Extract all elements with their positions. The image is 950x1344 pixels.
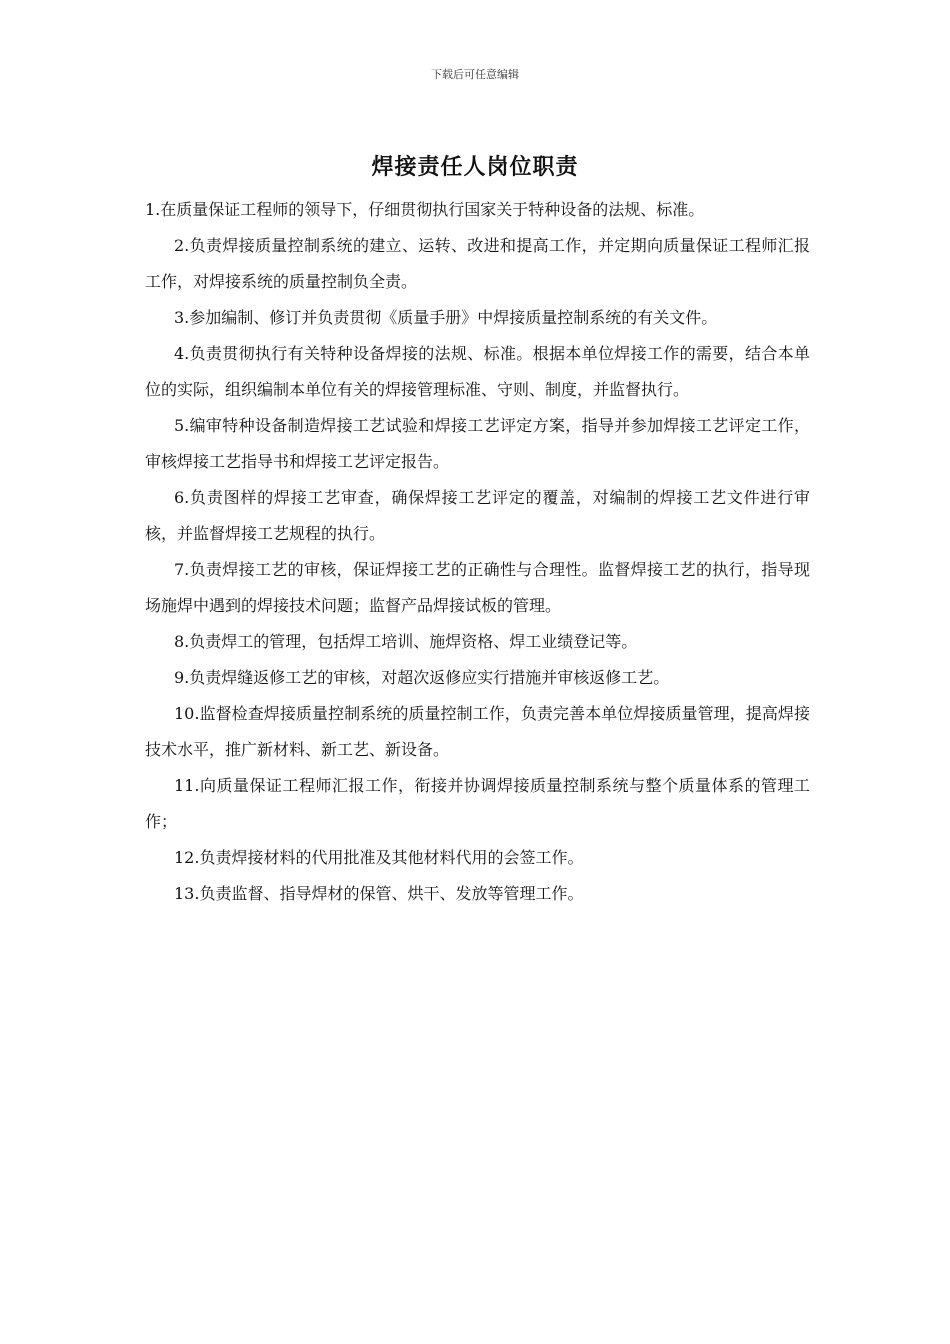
- duty-item-4: 4.负责贯彻执行有关特种设备焊接的法规、标准。根据本单位焊接工作的需要，结合本单位的实际，组织编制本单位有关的焊接管理标准、守则、制度，并监督执行。: [145, 344, 810, 399]
- duty-item-12: 12.负责焊接材料的代用批准及其他材料代用的会签工作。: [174, 848, 584, 867]
- document-title: 焊接责任人岗位职责: [371, 154, 579, 180]
- duty-item-8: 8.负责焊工的管理，包括焊工培训、施焊资格、焊工业绩登记等。: [174, 632, 638, 651]
- duty-item-5: 5.编审特种设备制造焊接工艺试验和焊接工艺评定方案，指导并参加焊接工艺评定工作，审核焊接工艺指导书和焊接工艺评定报告。: [145, 416, 810, 471]
- duty-item-1: 1.在质量保证工程师的领导下，仔细贯彻执行国家关于特种设备的法规、标准。: [145, 200, 705, 219]
- duty-item-2: 2.负责焊接质量控制系统的建立、运转、改进和提高工作，并定期向质量保证工程师汇报工作，对焊接系统的质量控制负全责。: [145, 236, 810, 291]
- duty-item-13: 13.负责监督、指导焊材的保管、烘干、发放等管理工作。: [174, 884, 584, 903]
- duty-item-10: 10.监督检查焊接质量控制系统的质量控制工作，负责完善本单位焊接质量管理，提高焊接技术水平，推广新材料、新工艺、新设备。: [145, 704, 810, 759]
- duty-item-11: 11.向质量保证工程师汇报工作，衔接并协调焊接质量控制系统与整个质量体系的管理工作；: [145, 776, 810, 831]
- duty-item-6: 6.负责图样的焊接工艺审查，确保焊接工艺评定的覆盖，对编制的焊接工艺文件进行审核，并监督焊接工艺规程的执行。: [145, 488, 810, 543]
- document-body: [145, 192, 810, 912]
- header-note: 下载后可任意编辑: [431, 68, 519, 81]
- duty-item-3: 3.参加编制、修订并负责贯彻《质量手册》中焊接质量控制系统的有关文件。: [174, 308, 718, 327]
- duty-item-7: 7.负责焊接工艺的审核，保证焊接工艺的正确性与合理性。监督焊接工艺的执行，指导现场施焊中遇到的焊接技术问题；监督产品焊接试板的管理。: [145, 560, 810, 615]
- duty-item-9: 9.负责焊缝返修工艺的审核，对超次返修应实行措施并审核返修工艺。: [174, 668, 670, 687]
